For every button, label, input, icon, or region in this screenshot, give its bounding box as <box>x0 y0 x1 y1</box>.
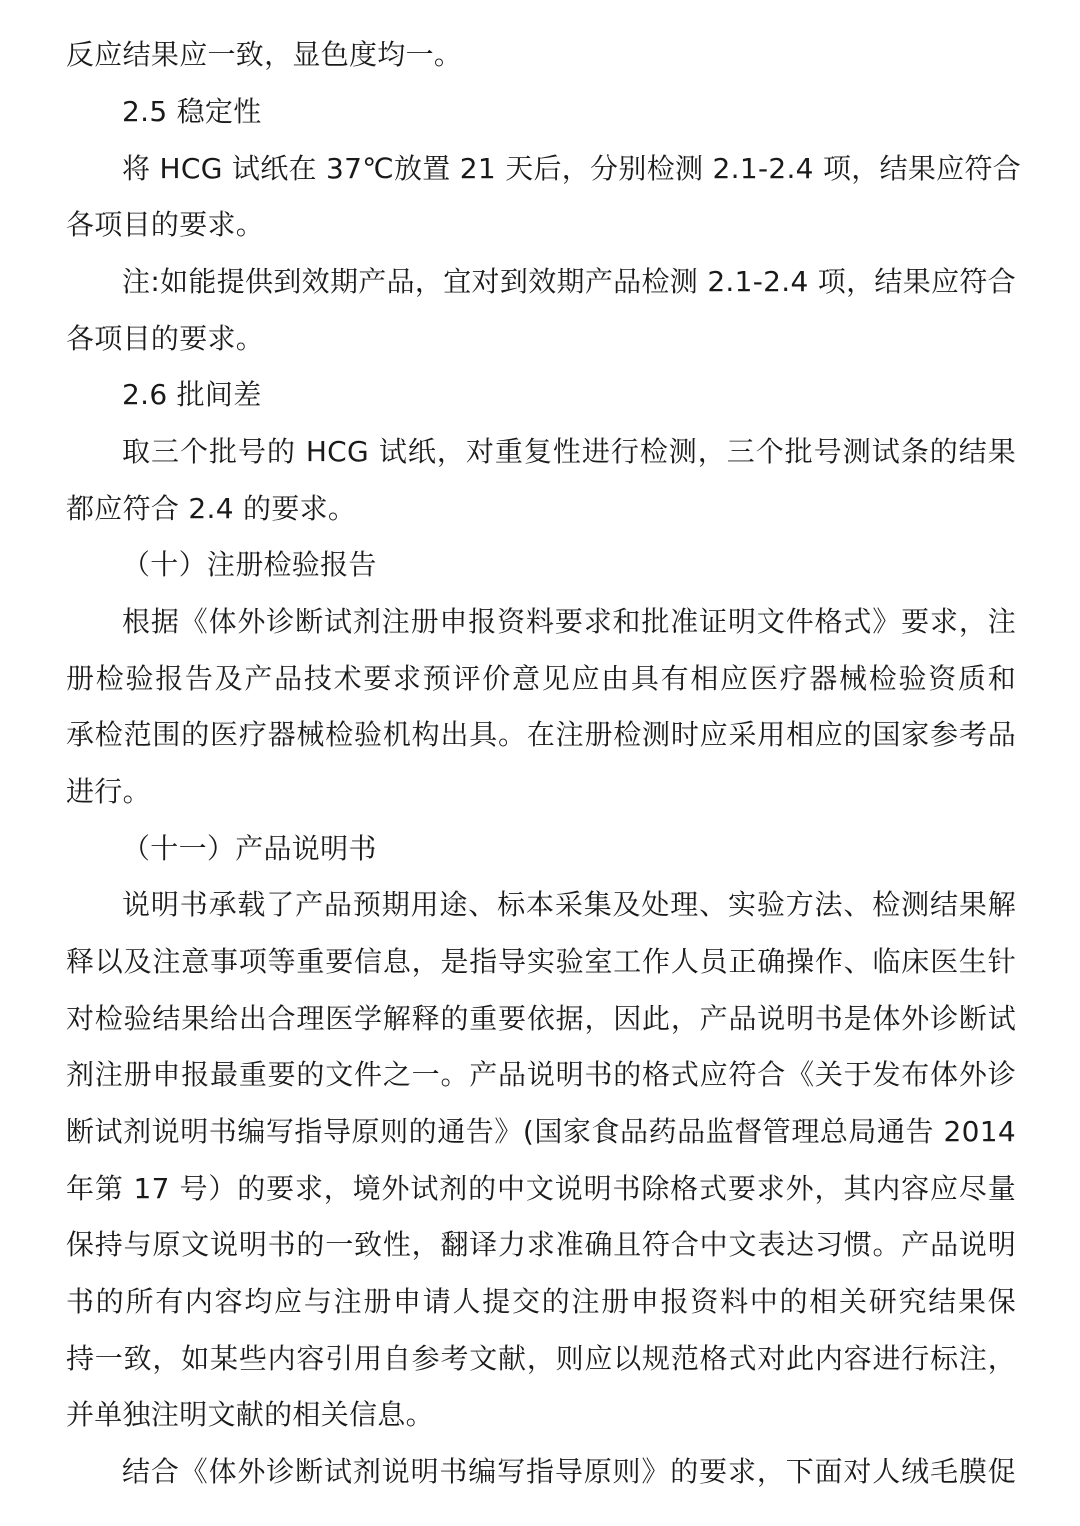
section-heading-11: （十一）产品说明书 <box>122 832 377 865</box>
text-line-13: 承检范围的医疗器械检验机构出具。在注册检测时应采用相应的国家参考品 <box>66 718 1016 751</box>
text-line-14: 进行。 <box>66 775 151 808</box>
text-line-20: 断试剂说明书编写指导原则的通告》(国家食品药品监督管理总局通告 2014 <box>66 1115 1016 1148</box>
text-line-24: 持一致，如某些内容引用自参考文献，则应以规范格式对此内容进行标注， <box>66 1342 1016 1375</box>
section-heading-10: （十）注册检验报告 <box>122 548 377 581</box>
note-line-1: 注:如能提供到效期产品，宜对到效期产品检测 2.1-2.4 项，结果应符合 <box>122 265 1016 298</box>
text-line-4: 各项目的要求。 <box>66 208 265 241</box>
text-line-8: 取三个批号的 HCG 试纸，对重复性进行检测，三个批号测试条的结果 <box>122 435 1016 468</box>
text-line-26: 结合《体外诊断试剂说明书编写指导原则》的要求，下面对人绒毛膜促 <box>122 1455 1016 1488</box>
text-line-9: 都应符合 2.4 的要求。 <box>66 492 357 525</box>
section-heading-2-5: 2.5 稳定性 <box>122 95 262 128</box>
text-line-19: 剂注册申报最重要的文件之一。产品说明书的格式应符合《关于发布体外诊 <box>66 1058 1016 1091</box>
text-line-22: 保持与原文说明书的一致性，翻译力求准确且符合中文表达习惯。产品说明 <box>66 1228 1016 1261</box>
section-heading-2-6: 2.6 批间差 <box>122 378 262 411</box>
text-line-17: 释以及注意事项等重要信息，是指导实验室工作人员正确操作、临床医生针 <box>66 945 1016 978</box>
text-line-11: 根据《体外诊断试剂注册申报资料要求和批准证明文件格式》要求，注 <box>122 605 1016 638</box>
text-line-25: 并单独注明文献的相关信息。 <box>66 1398 434 1431</box>
text-line-18: 对检验结果给出合理医学解释的重要依据，因此，产品说明书是体外诊断试 <box>66 1002 1016 1035</box>
text-line-21: 年第 17 号）的要求，境外试剂的中文说明书除格式要求外，其内容应尽量 <box>66 1172 1016 1205</box>
text-line-3: 将 HCG 试纸在 37℃放置 21 天后，分别检测 2.1-2.4 项，结果应符合 <box>122 152 1022 185</box>
text-line-16: 说明书承载了产品预期用途、标本采集及处理、实验方法、检测结果解 <box>122 888 1016 921</box>
text-line-12: 册检验报告及产品技术要求预评价意见应由具有相应医疗器械检验资质和 <box>66 662 1016 695</box>
note-line-2: 各项目的要求。 <box>66 322 265 355</box>
text-line-1: 反应结果应一致，显色度均一。 <box>66 38 463 71</box>
text-line-23: 书的所有内容均应与注册申请人提交的注册申报资料中的相关研究结果保 <box>66 1285 1016 1318</box>
